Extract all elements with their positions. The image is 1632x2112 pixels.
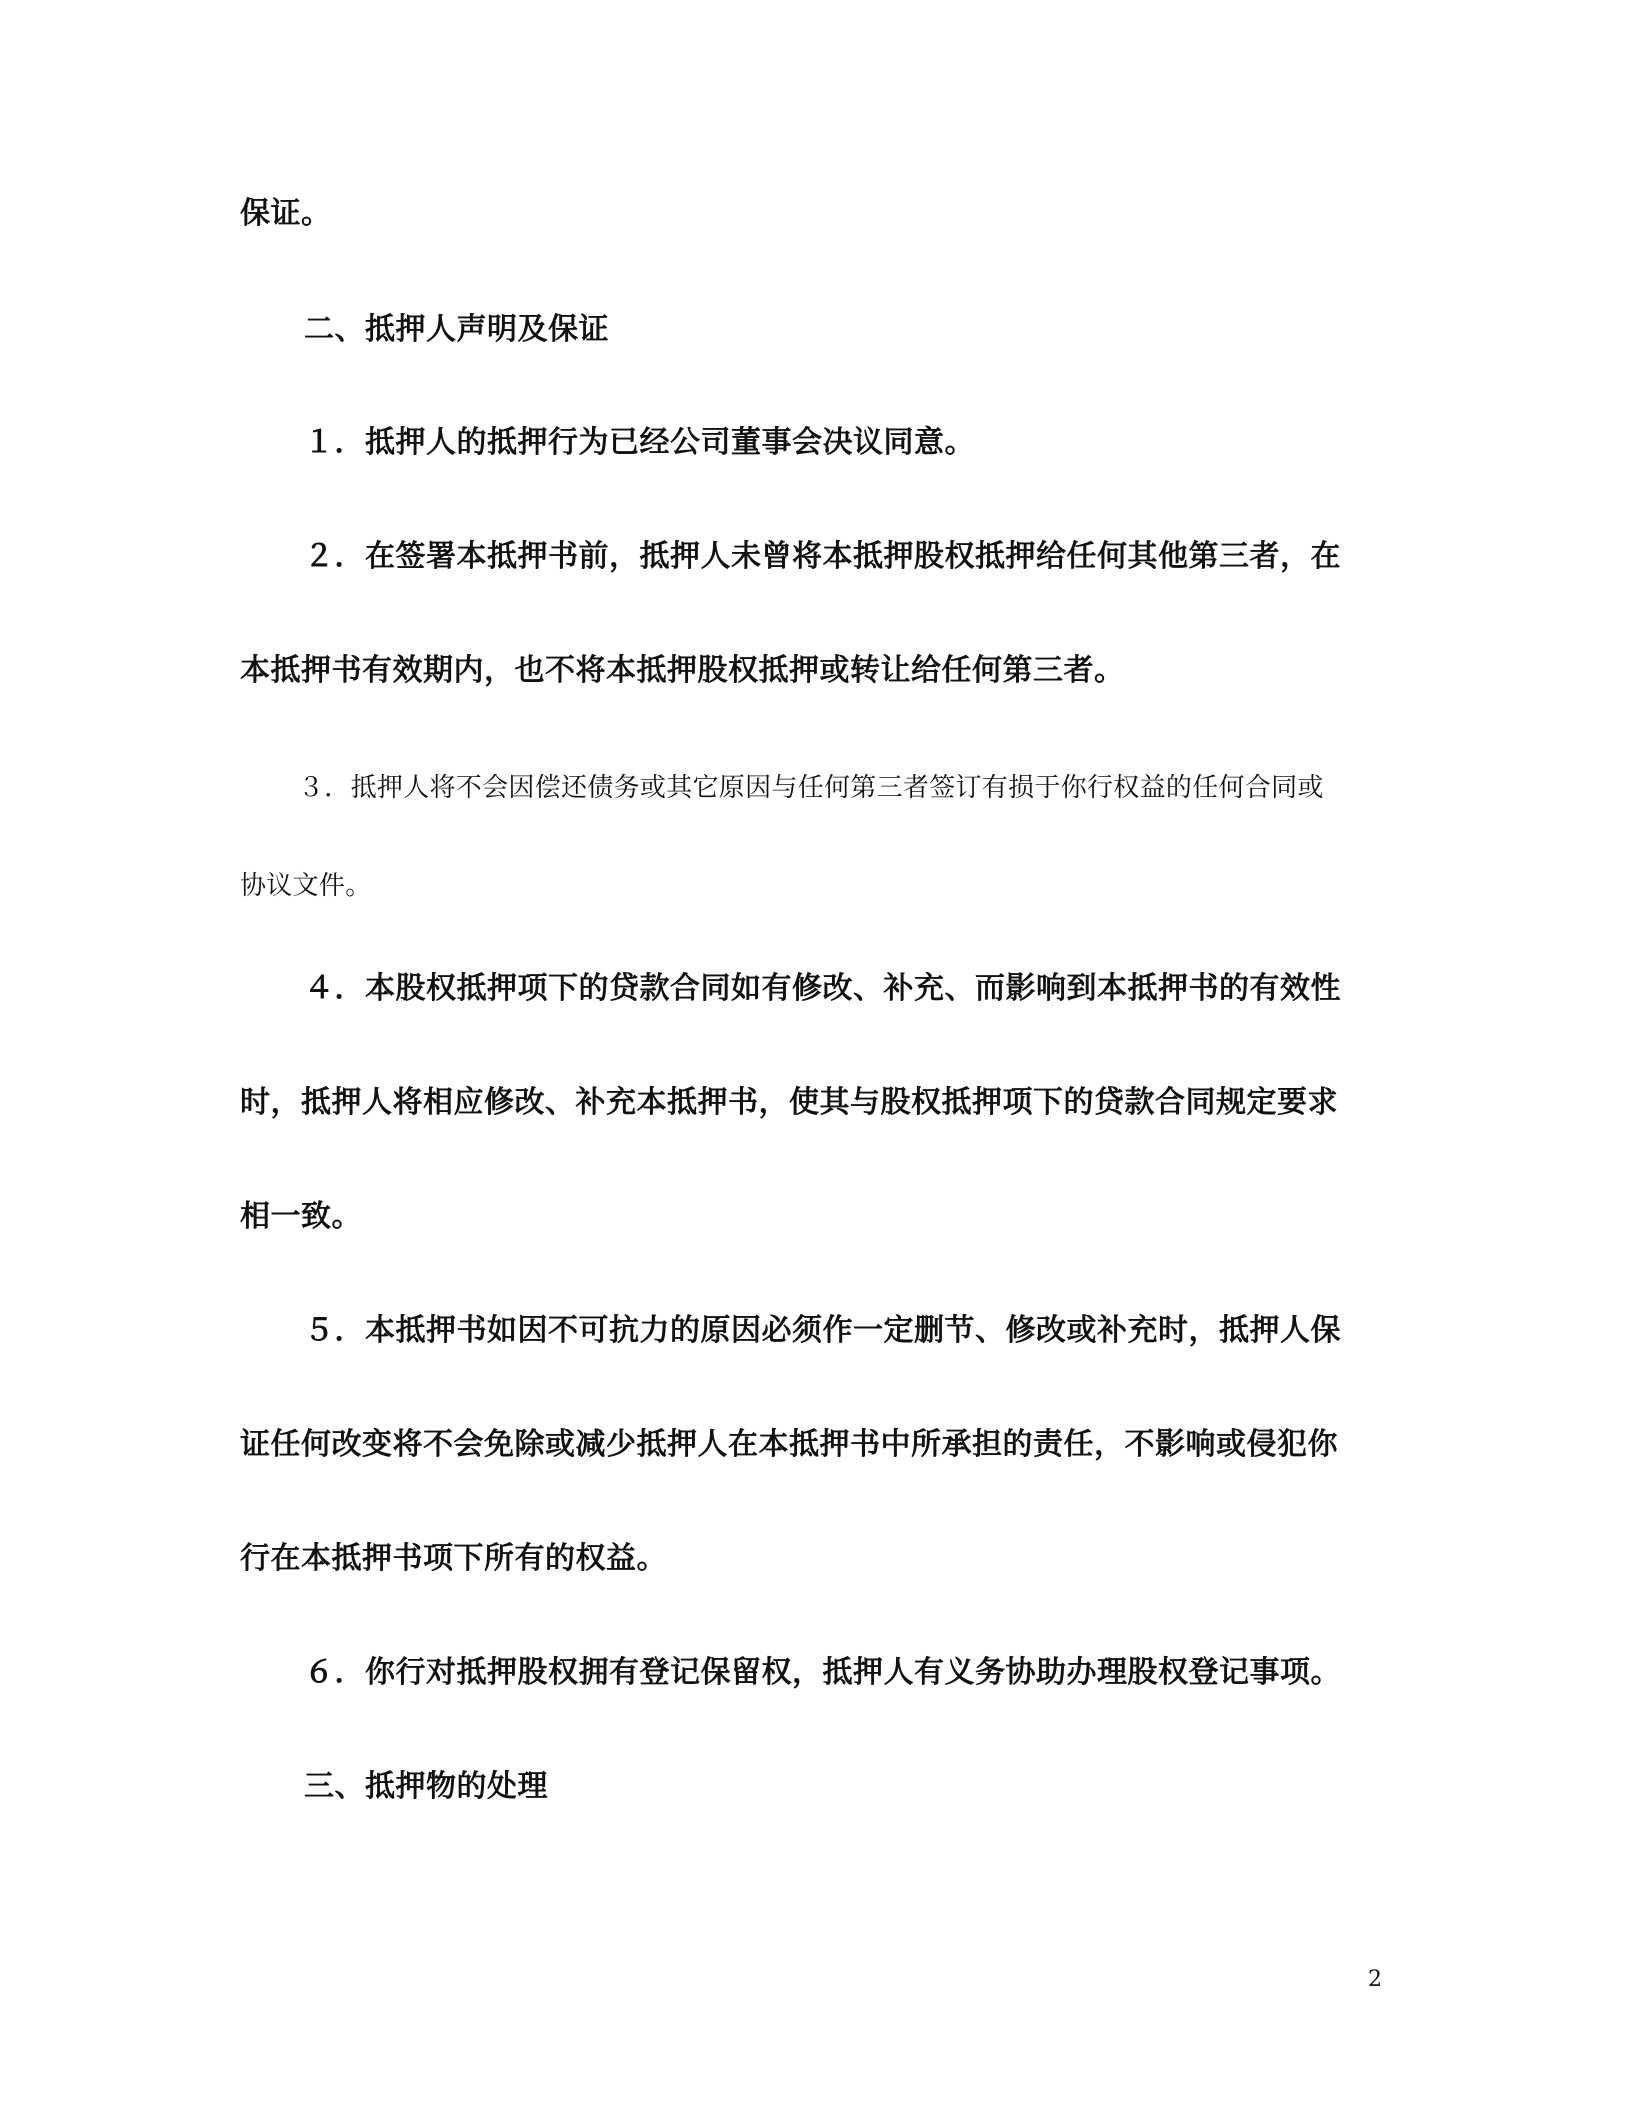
clause-6: ６．你行对抵押股权拥有登记保留权，抵押人有义务协助办理股权登记事项。	[304, 1655, 1341, 1690]
clause-5-continuation-1: 证任何改变将不会免除或减少抵押人在本抵押书中所承担的责任，不影响或侵犯你	[240, 1427, 1338, 1462]
clause-5-continuation-2: 行在本抵押书项下所有的权益。	[240, 1541, 667, 1576]
text-line-continuation: 保证。	[240, 196, 332, 231]
clause-2: ２．在签署本抵押书前，抵押人未曾将本抵押股权抵押给任何其他第三者，在	[304, 539, 1341, 574]
clause-1: １．抵押人的抵押行为已经公司董事会决议同意。	[304, 425, 975, 460]
section-heading-2: 二、抵押人声明及保证	[304, 312, 609, 347]
clause-2-continuation: 本抵押书有效期内，也不将本抵押股权抵押或转让给任何第三者。	[240, 653, 1125, 688]
clause-3: ３．抵押人将不会因偿还债务或其它原因与任何第三者签订有损于你行权益的任何合同或	[298, 773, 1324, 803]
clause-4-continuation-2: 相一致。	[240, 1199, 362, 1234]
clause-3-continuation: 协议文件。	[240, 871, 372, 901]
clause-5: ５．本抵押书如因不可抗力的原因必须作一定删节、修改或补充时，抵押人保	[304, 1313, 1341, 1348]
clause-4-continuation-1: 时，抵押人将相应修改、补充本抵押书，使其与股权抵押项下的贷款合同规定要求	[240, 1085, 1338, 1120]
clause-4: ４．本股权抵押项下的贷款合同如有修改、补充、而影响到本抵押书的有效性	[304, 971, 1341, 1006]
section-heading-3: 三、抵押物的处理	[304, 1769, 548, 1804]
page-number: 2	[1368, 1967, 1382, 1992]
